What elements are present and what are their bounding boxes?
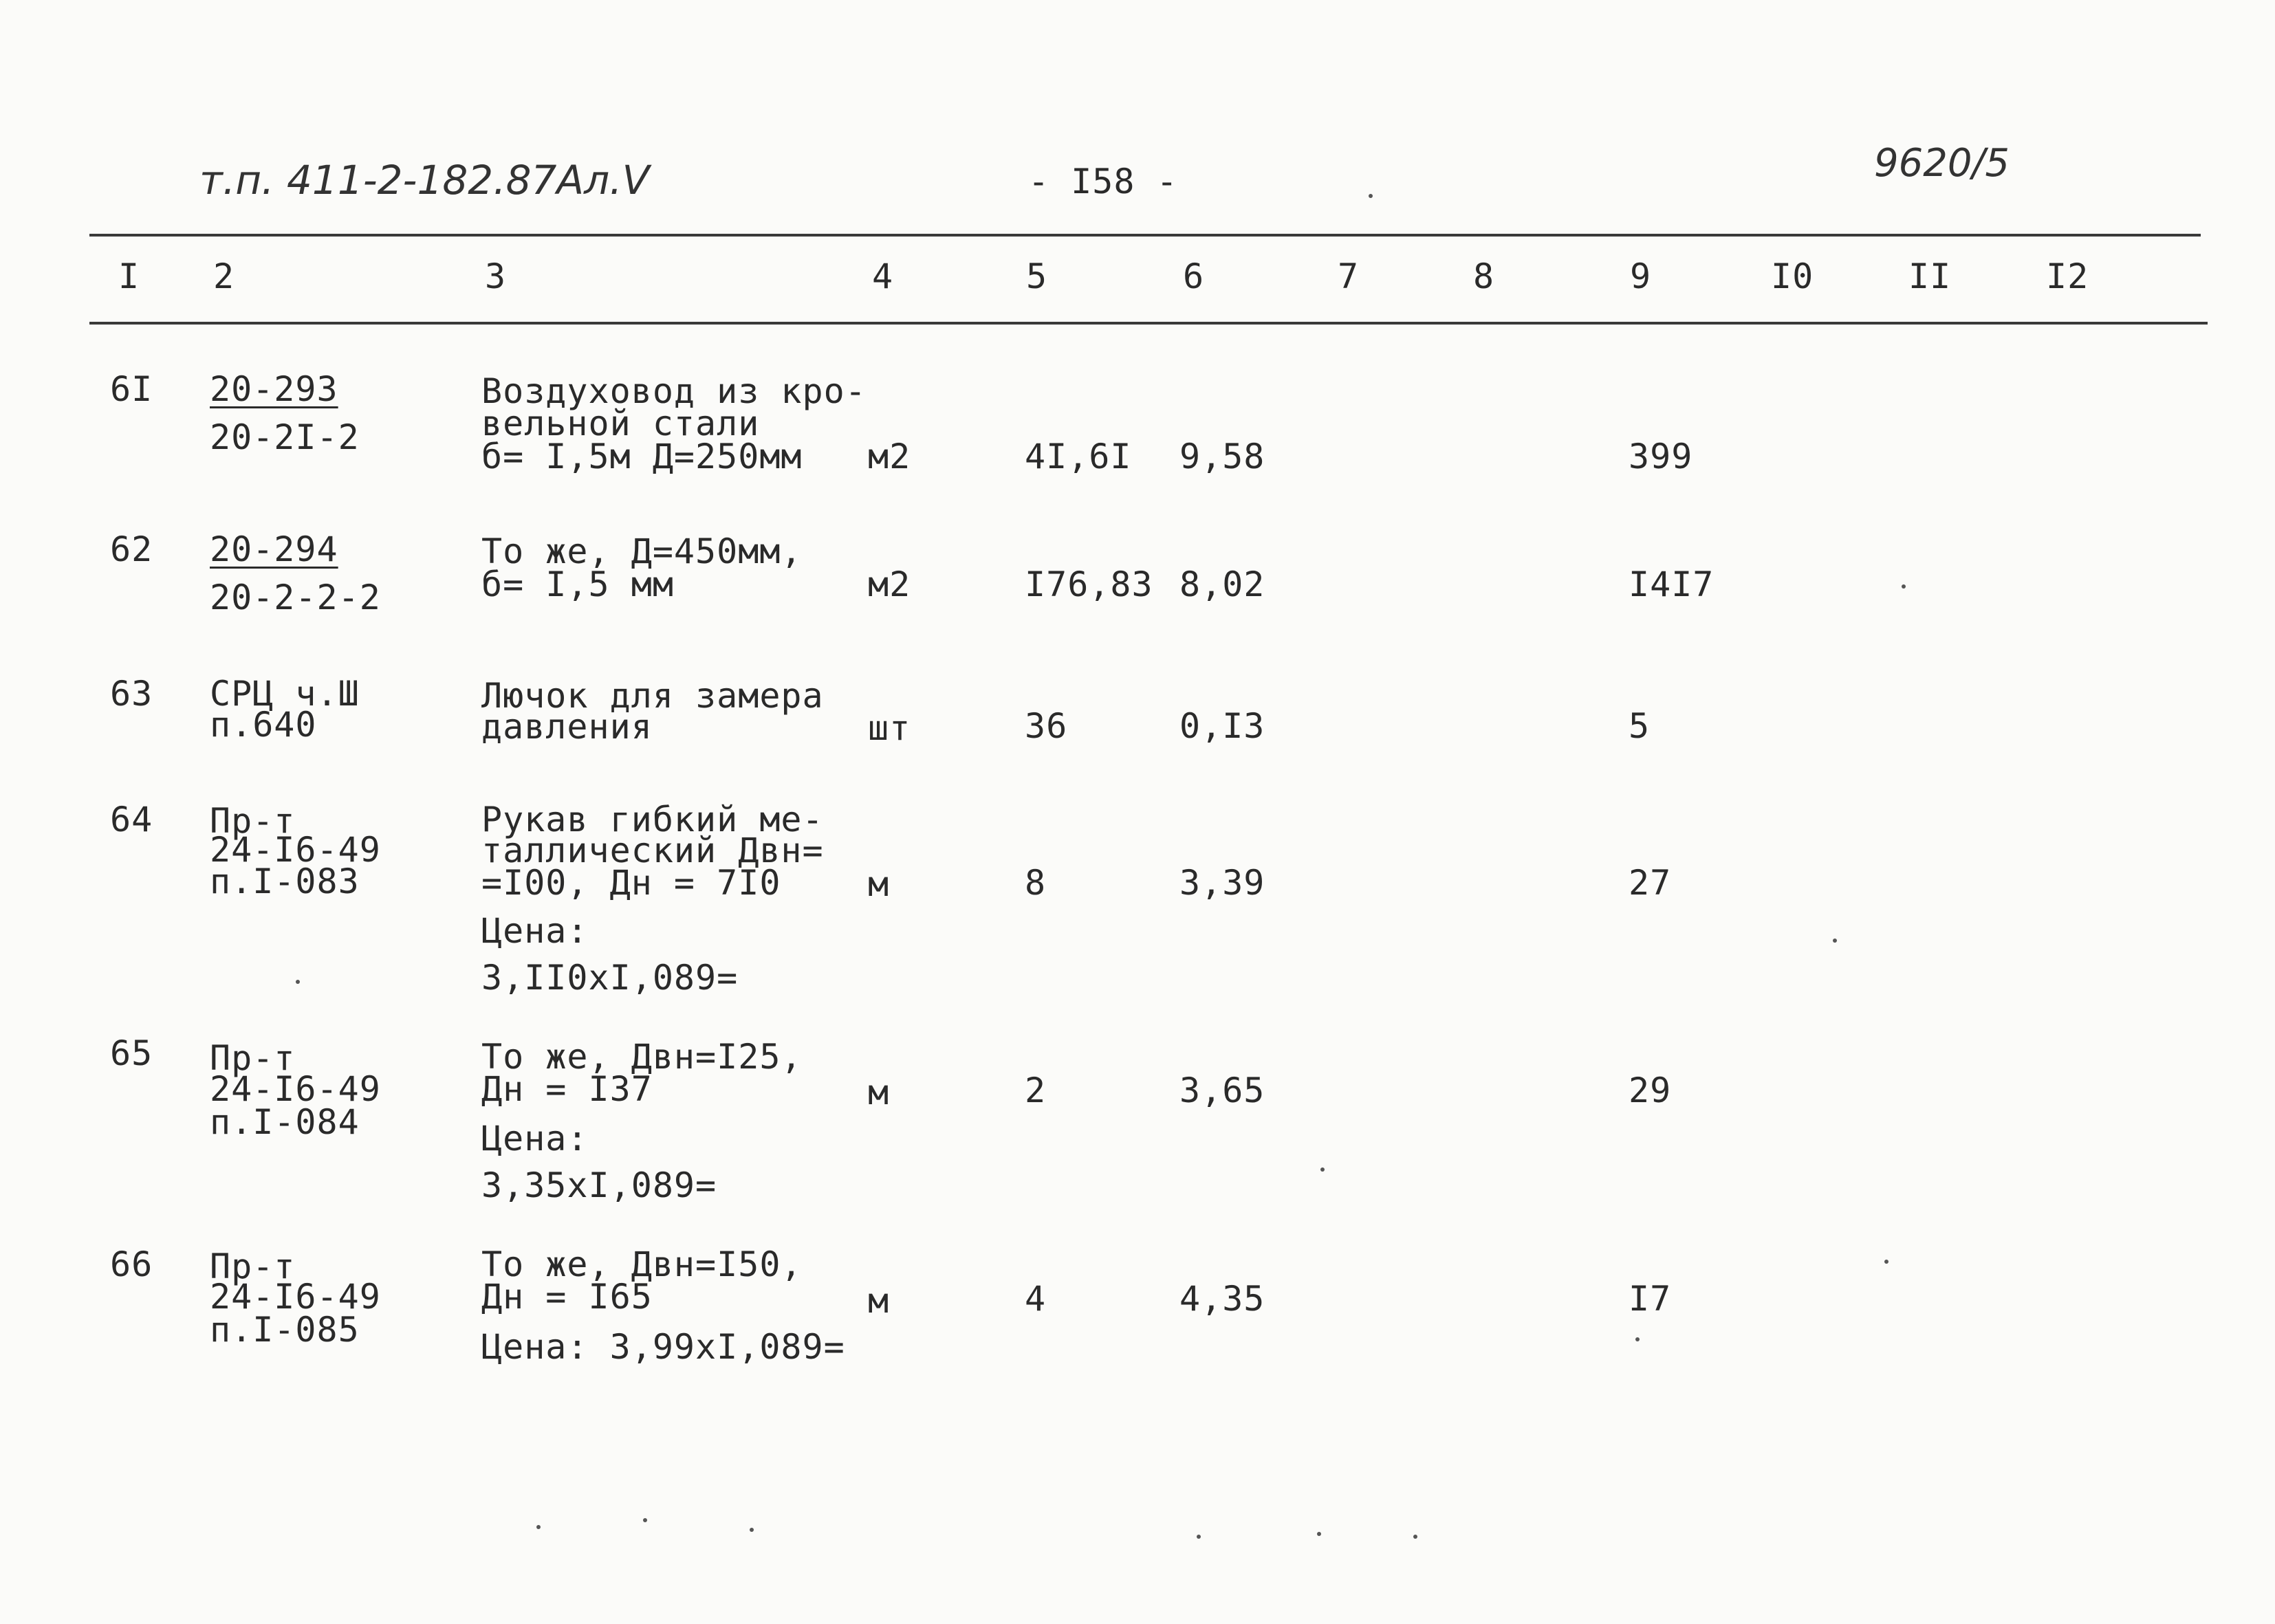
column-header: 8 (1473, 256, 1495, 296)
row-unit-price: 9,58 (1179, 437, 1265, 476)
row-unit: м (868, 1073, 890, 1112)
column-header: 9 (1630, 256, 1652, 296)
row-number: 65 (110, 1033, 153, 1073)
row-code: 20-2-2-2 (210, 578, 381, 617)
row-unit-price: 3,39 (1179, 863, 1265, 903)
row-description: Воздуховод из кро- (481, 371, 867, 411)
row-price-formula: 3,II0хI,089= (481, 958, 739, 998)
row-code: 24-I6-49 (210, 1069, 381, 1109)
scan-speck (1320, 1167, 1325, 1172)
row-number: 62 (110, 529, 153, 569)
row-description: То же, Двн=I50, (481, 1244, 803, 1284)
header-top-rule (89, 234, 2201, 237)
column-header: 5 (1026, 256, 1048, 296)
row-quantity: 8 (1025, 863, 1047, 903)
row-code: 24-I6-49 (210, 830, 381, 870)
row-description: То же, Двн=I25, (481, 1037, 803, 1077)
row-price-note: Цена: (481, 911, 589, 951)
row-price-note: Цена: (481, 1119, 589, 1159)
row-description: Дн = I65 (481, 1277, 653, 1317)
row-number: 64 (110, 800, 153, 840)
row-description: б= I,5 мм (481, 564, 674, 604)
row-total: 399 (1629, 437, 1693, 476)
row-code: Пр-т (210, 1038, 296, 1078)
row-description: давления (481, 707, 653, 747)
column-header: 3 (485, 256, 507, 296)
row-quantity: 2 (1025, 1071, 1047, 1110)
column-header: I2 (2046, 256, 2089, 296)
row-total: I7 (1629, 1279, 1672, 1319)
row-code: СРЦ ч.Ш (210, 674, 360, 714)
header-bottom-rule (89, 322, 2208, 325)
document-reference: т.п. 411-2-182.87Ал.V (199, 157, 650, 204)
row-quantity: 4 (1025, 1279, 1047, 1319)
row-number: 63 (110, 674, 153, 714)
row-price-formula: 3,35хI,089= (481, 1165, 717, 1205)
row-description: б= I,5м Д=250мм (481, 437, 803, 476)
scan-speck (1902, 584, 1906, 589)
column-header: II (1908, 256, 1952, 296)
column-header: 6 (1183, 256, 1205, 296)
column-header: 7 (1338, 256, 1360, 296)
page-number: - I58 - (1028, 162, 1178, 201)
row-code: 20-293 (210, 369, 338, 409)
scan-speck (1413, 1535, 1417, 1539)
column-header: 4 (872, 256, 894, 296)
archive-stamp-number: 9620/5 (1874, 141, 2010, 186)
row-unit: м2 (868, 437, 911, 476)
row-unit: м (868, 1281, 890, 1321)
row-number: 66 (110, 1244, 153, 1284)
row-code: 20-294 (210, 529, 338, 569)
row-code: 20-2I-2 (210, 417, 360, 457)
row-description: То же, Д=450мм, (481, 531, 803, 571)
row-total: 29 (1629, 1071, 1672, 1110)
row-description: вельной стали (481, 404, 760, 443)
row-price-formula: Цена: 3,99хI,089= (481, 1327, 845, 1367)
row-unit: шт (868, 708, 911, 748)
row-description: Дн = I37 (481, 1069, 653, 1109)
row-unit: м2 (868, 564, 911, 604)
row-total: I4I7 (1629, 564, 1715, 604)
scan-speck (536, 1525, 541, 1529)
row-code: 24-I6-49 (210, 1277, 381, 1317)
row-total: 5 (1629, 706, 1651, 746)
row-description: таллический Двн= (481, 831, 824, 870)
row-total: 27 (1629, 863, 1672, 903)
row-quantity: 4I,6I (1025, 437, 1132, 476)
scan-speck (1635, 1337, 1640, 1341)
row-code: п.640 (210, 705, 317, 745)
row-quantity: I76,83 (1025, 564, 1153, 604)
row-code: п.I-085 (210, 1310, 360, 1350)
scan-speck (1197, 1535, 1201, 1539)
row-quantity: 36 (1025, 706, 1068, 746)
row-code: Пр-т (210, 1247, 296, 1286)
column-header: I (118, 256, 140, 296)
row-description: Лючок для замера (481, 676, 824, 716)
scan-speck (750, 1528, 754, 1532)
row-unit-price: 4,35 (1179, 1279, 1265, 1319)
scan-speck (1317, 1532, 1321, 1536)
row-unit-price: 3,65 (1179, 1071, 1265, 1110)
scan-speck (1369, 194, 1373, 198)
row-number: 6I (110, 369, 153, 409)
scan-speck (1833, 939, 1837, 943)
row-unit: м (868, 864, 890, 904)
row-code: п.I-084 (210, 1102, 360, 1142)
scan-speck (1884, 1260, 1888, 1264)
row-unit-price: 0,I3 (1179, 706, 1265, 746)
row-description: =I00, Дн = 7I0 (481, 863, 781, 903)
row-unit-price: 8,02 (1179, 564, 1265, 604)
row-description: Рукав гибкий ме- (481, 800, 824, 840)
row-code: Пр-т (210, 801, 296, 841)
column-header: I0 (1771, 256, 1814, 296)
column-header: 2 (213, 256, 235, 296)
scan-speck (643, 1518, 647, 1522)
scan-speck (296, 980, 300, 984)
row-code: п.I-083 (210, 862, 360, 901)
